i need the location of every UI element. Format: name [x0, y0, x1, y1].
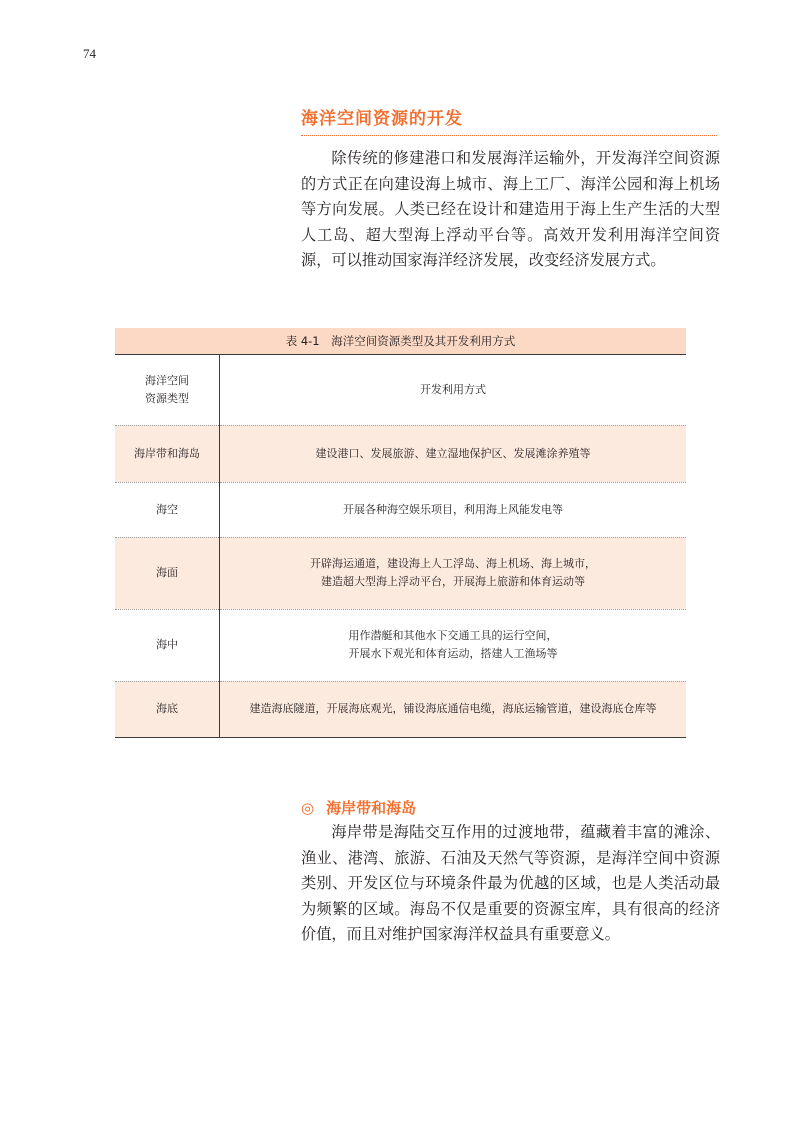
subsection-heading	[301, 797, 416, 818]
table-caption	[115, 328, 686, 355]
row-type: 海面	[115, 537, 220, 609]
title-divider	[301, 135, 717, 136]
row-type: 海底	[115, 681, 220, 737]
table-body	[115, 355, 686, 738]
row-usage	[220, 482, 687, 537]
target-bullet-icon: ◎	[301, 799, 315, 817]
resource-table	[115, 328, 686, 738]
table-caption-number: 表 4-1	[285, 334, 320, 348]
table-row	[115, 537, 686, 609]
row-usage	[220, 681, 687, 737]
row-usage	[220, 537, 687, 609]
row-usage-line: 开展各种海空娱乐项目，利用海上风能发电等	[343, 502, 563, 516]
row-usage-line: 建造海底隧道，开展海底观光，铺设海底通信电缆，海底运输管道，建设海底仓库等	[249, 702, 657, 715]
row-usage-line: 建造超大型海上浮动平台，开展海上旅游和体育运动等	[321, 575, 585, 588]
header-resource-type-line2: 资源类型	[145, 391, 189, 405]
row-usage-line: 建设港口、发展旅游、建立湿地保护区、发展滩涂养殖等	[315, 446, 591, 460]
row-type: 海中	[115, 609, 220, 681]
section-title: 海洋空间资源的开发	[301, 109, 463, 129]
table-row	[115, 681, 686, 737]
row-usage-line: 开展水下观光和体育运动，搭建人工渔场等	[348, 647, 558, 660]
page-number: 74	[83, 46, 96, 61]
subsection-title: 海岸带和海岛	[326, 799, 417, 817]
header-usage: 开发利用方式	[420, 382, 486, 396]
table-row	[115, 482, 686, 537]
row-type: 海空	[115, 482, 220, 537]
table-row	[115, 609, 686, 681]
table-row	[115, 425, 686, 482]
row-usage	[220, 425, 687, 482]
table-caption-title: 海洋空间资源类型及其开发利用方式	[331, 334, 516, 348]
header-resource-type	[115, 355, 220, 425]
row-usage-line: 用作潜艇和其他水下交通工具的运行空间，	[348, 629, 558, 642]
row-usage-line: 开辟海运通道，建设海上人工浮岛、海上机场、海上城市，	[310, 557, 596, 570]
subsection-paragraph: 海岸带是海陆交互作用的过渡地带，蕴藏着丰富的滩涂、渔业、港湾、旅游、石油及天然气等资源，是海洋空间中资源类别、开发区位与环境条件最为优越的区域，也是人类活动最为频繁的区域。海岛不仅是重要的资源宝库，具有很高的经济价值，而且对维护国家海洋权益具有重要意义。	[301, 823, 720, 943]
row-type: 海岸带和海岛	[115, 425, 220, 482]
section-paragraph: 除传统的修建港口和发展海洋运输外，开发海洋空间资源的方式正在向建设海上城市、海上工厂、海洋公园和海上机场等方向发展。人类已经在设计和建造用于海上生产生活的大型人工岛、超大型海上浮动平台等。高效开发利用海洋空间资源，可以推动国家海洋经济发展，改变经济发展方式。	[301, 149, 720, 269]
row-usage	[220, 609, 687, 681]
table-header-row	[115, 355, 686, 425]
header-resource-type-line1: 海洋空间	[145, 373, 189, 387]
